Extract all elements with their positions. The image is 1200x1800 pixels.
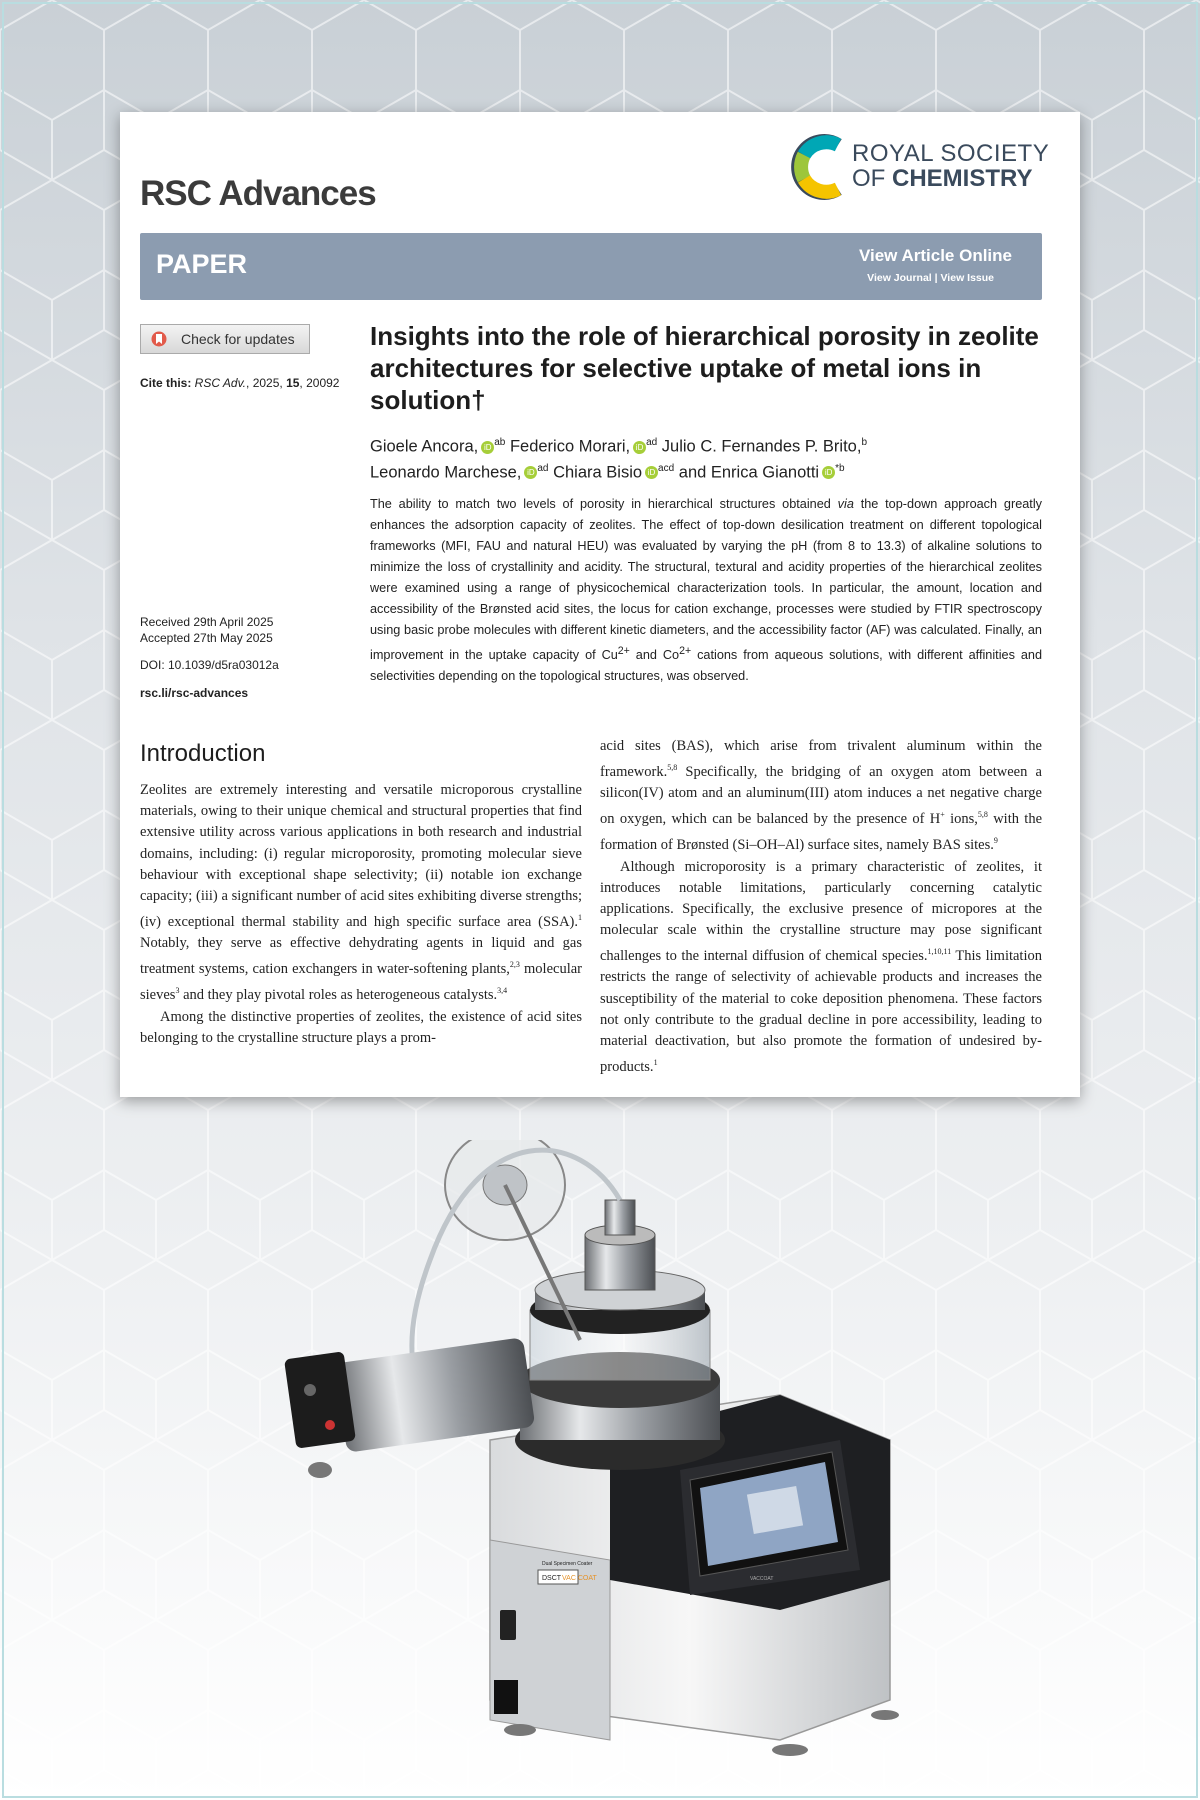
check-for-updates-label: Check for updates [181,331,295,347]
article-title: Insights into the role of hierarchical porosity in zeolite architectures for selective uptake of metal ions in solution† [370,321,1039,415]
received-date: Received 29th April 2025 [140,615,274,629]
journal-name: RSC Advances [140,174,376,213]
rsc-logo [790,127,1080,207]
author-list: Gioele Ancora, iD $^{ab}$ Federico Morari, iD $^{ad}$ Julio C. Fernandes P. Brito,$^b$ Leonardo Marchese, iD $^{ad}$ Chiara Bisio iD $^{acd}$ and Enrica Gianotti iD $^{*b}$ [370,437,867,481]
paper-page [120,112,1080,1097]
abstract: The ability to match two levels of porosity in hierarchical structures obtained via the top-down approach greatly enhances the adsorption capacity of zeolites. The effect of top-down desilication treatment on different topological frameworks (MFI, FAU and natural HEU) was evaluated by varying the pH (from 8 to 13.3) of alkaline solutions to minimize the loss of crystallinity and acidity. The structural, textural and acidity properties of the hierarchical zeolites were examined using a range of physicochemical characterization tools. In particular, the amount, location and accessibility of the Brønsted acid sites, the locus for cation exchange, processes were studied by FTIR spectroscopy using basic probe molecules with different kinetic diameters, and the accessibility factor (AF) was calculated. Finally, an improvement in the uptake capacity of $Cu^{2+}$ and $Co^{2+}$ cations from aqueous solutions, with different affinities and selectivities depending on the topological structures, was observed. [370,497,1043,684]
orcid-icon[interactable]: iD [822,466,835,479]
power-switch [500,1610,516,1640]
orcid-icon[interactable]: iD [645,466,658,479]
check-for-updates-button[interactable] [140,324,310,354]
rsc-c-icon [790,127,850,207]
sputter-coater-instrument [280,1140,920,1780]
section-banner [140,233,1042,300]
orcid-icon[interactable]: iD [633,441,646,454]
orcid-icon[interactable]: iD [524,466,537,479]
view-journal-issue-links[interactable]: View Journal | View Issue [867,272,994,284]
svg-text:Dual Specimen Coater: Dual Specimen Coater [542,1561,593,1567]
body-column-right: acid sites (BAS), which arise from trivalent aluminum within the framework.$^{5,8}$ Specifically, the bridging of an oxygen atom between a silicon(IV) atom and an aluminum(III) atom induces a net negative charge on oxygen, which can be balanced by the presence of H+ ions,$^{5,8}$ with the formation of Brønsted (Si–OH–Al) surface sites, namely BAS sites.$^9$ Although microporosity is a primary characteristic of zeolites, it introduces notable limitations, particularly concerning catalytic applications. Specifically, the exclusive presence of micropores at the molecular scale within the crystalline structure may pose significant challenges to the internal diffusion of chemical species.$^{1,10,11}$ This limitation restricts the range of selectivity of achievable products and increases the susceptibility of the material to coke deposition phenomena. These factors not only contribute to the gradual decline in pore accessibility, leading to material deactivation, but also promote the formation of undesired by-products.$^1$ [600,738,1043,1075]
accepted-date: Accepted 27th May 2025 [140,631,273,645]
orcid-icon[interactable]: iD [481,441,494,454]
publisher-line1: ROYAL SOCIETY [852,140,1050,167]
section-label: PAPER [156,249,248,279]
publisher-line2: OF CHEMISTRY [852,165,1033,192]
svg-text:VACCOAT: VACCOAT [750,1576,774,1582]
citation: Cite this: RSC Adv., 2025, 15, 20092 [140,376,340,390]
journal-url[interactable]: rsc.li/rsc-advances [140,686,249,700]
vacuum-pump [335,1337,536,1453]
body-column-left: Zeolites are extremely interesting and versatile microporous crystalline materials, owing to their unique chemical and structural properties that find extensive utility across various applications in both research and industrial domains, including: (i) regular microporosity, promoting molecular sieve behaviour with exceptional shape selectivity; (ii) notable ion exchange capacity; (iii) a significant number of acid sites exhibiting diverse strengths; (iv) exceptional thermal stability and high specific surface area (SSA).$^1$ Notably, they serve as effective dehydrating agents in liquid and gas treatment systems, cation exchangers in water-softening plants,$^{2,3}$ molecular sieves$^3$ and they play pivotal roles as heterogeneous catalysts.$^{3,4}$ Among the distinctive properties of zeolites, the existence of acid sites belonging to the crystalline structure plays a prom- [140,782,582,1046]
bookmark-icon [151,331,167,347]
introduction-heading: Introduction [140,740,266,767]
doi[interactable]: DOI: 10.1039/d5ra03012a [140,658,279,672]
svg-text:VAC COAT: VAC COAT [562,1575,597,1582]
view-article-online-link[interactable]: View Article Online [858,246,1012,265]
svg-text:DSCT: DSCT [542,1575,562,1582]
